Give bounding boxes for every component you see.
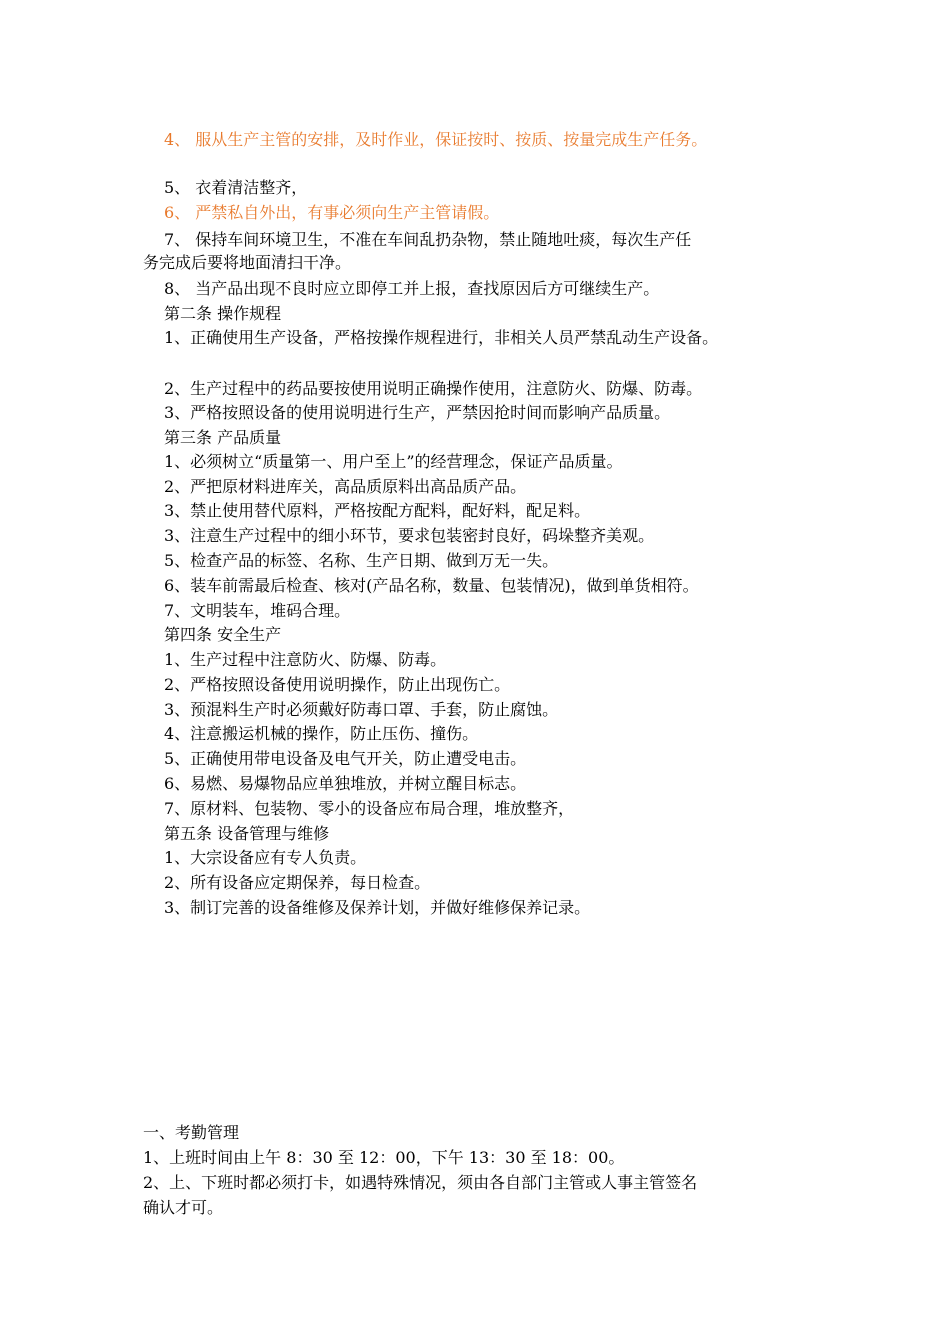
- section4-item: 6、易燃、易爆物品应单独堆放，并树立醒目标志。: [164, 774, 527, 793]
- attendance-item-2-line1: 2、上、下班时都必须打卡，如遇特殊情况，须由各自部门主管或人事主管签名: [143, 1173, 698, 1192]
- section2-item: 3、严格按照设备的使用说明进行生产，严禁因抢时间而影响产品质量。: [164, 403, 671, 422]
- section4-item: 7、原材料、包装物、零小的设备应布局合理，堆放整齐，: [164, 799, 575, 818]
- rule-item-7-line1: 7、 保持车间环境卫生，不准在车间乱扔杂物，禁止随地吐痰，每次生产任: [164, 230, 692, 249]
- rule-item-7-line2: 务完成后要将地面清扫干净。: [143, 253, 352, 272]
- section4-item: 1、生产过程中注意防火、防爆、防毒。: [164, 650, 447, 669]
- attendance-item-1: 1、上班时间由上午 8：30 至 12：00，下午 13：30 至 18：00。: [143, 1148, 625, 1167]
- rule-item-6: 6、 严禁私自外出，有事必须向生产主管请假。: [164, 203, 500, 222]
- section4-item: 2、严格按照设备使用说明操作，防止出现伤亡。: [164, 675, 511, 694]
- section3-item: 1、必须树立“质量第一、用户至上”的经营理念，保证产品质量。: [164, 452, 623, 471]
- section5-item: 2、所有设备应定期保养，每日检查。: [164, 873, 431, 892]
- rule-item-4: 4、 服从生产主管的安排，及时作业，保证按时、按质、按量完成生产任务。: [164, 130, 708, 149]
- section3-item: 7、文明装车，堆码合理。: [164, 601, 351, 620]
- rule-item-5: 5、 衣着清洁整齐，: [164, 178, 308, 197]
- attendance-heading: 一、考勤管理: [143, 1123, 240, 1142]
- section3-item: 5、检查产品的标签、名称、生产日期、做到万无一失。: [164, 551, 559, 570]
- section4-heading: 第四条 安全生产: [164, 625, 282, 644]
- section2-heading: 第二条 操作规程: [164, 304, 282, 323]
- section2-item: 2、生产过程中的药品要按使用说明正确操作使用，注意防火、防爆、防毒。: [164, 379, 703, 398]
- section4-item: 5、正确使用带电设备及电气开关，防止遭受电击。: [164, 749, 527, 768]
- section3-item: 6、装车前需最后检查、核对(产品名称，数量、包装情况)，做到单货相符。: [164, 576, 699, 595]
- section4-item: 3、预混料生产时必须戴好防毒口罩、手套，防止腐蚀。: [164, 700, 559, 719]
- section3-item: 3、注意生产过程中的细小环节，要求包装密封良好，码垛整齐美观。: [164, 526, 655, 545]
- section3-item: 2、严把原材料进库关，高品质原料出高品质产品。: [164, 477, 527, 496]
- section5-heading: 第五条 设备管理与维修: [164, 824, 330, 843]
- section5-item: 3、制订完善的设备维修及保养计划，并做好维修保养记录。: [164, 898, 591, 917]
- section4-item: 4、注意搬运机械的操作，防止压伤、撞伤。: [164, 724, 479, 743]
- section5-item: 1、大宗设备应有专人负责。: [164, 848, 367, 867]
- rule-item-8: 8、 当产品出现不良时应立即停工并上报，查找原因后方可继续生产。: [164, 279, 660, 298]
- section3-item: 3、禁止使用替代原料，严格按配方配料，配好料，配足料。: [164, 501, 591, 520]
- section2-item: 1、正确使用生产设备，严格按操作规程进行，非相关人员严禁乱动生产设备。: [164, 328, 719, 347]
- attendance-item-2-line2: 确认才可。: [143, 1198, 224, 1217]
- section3-heading: 第三条 产品质量: [164, 428, 282, 447]
